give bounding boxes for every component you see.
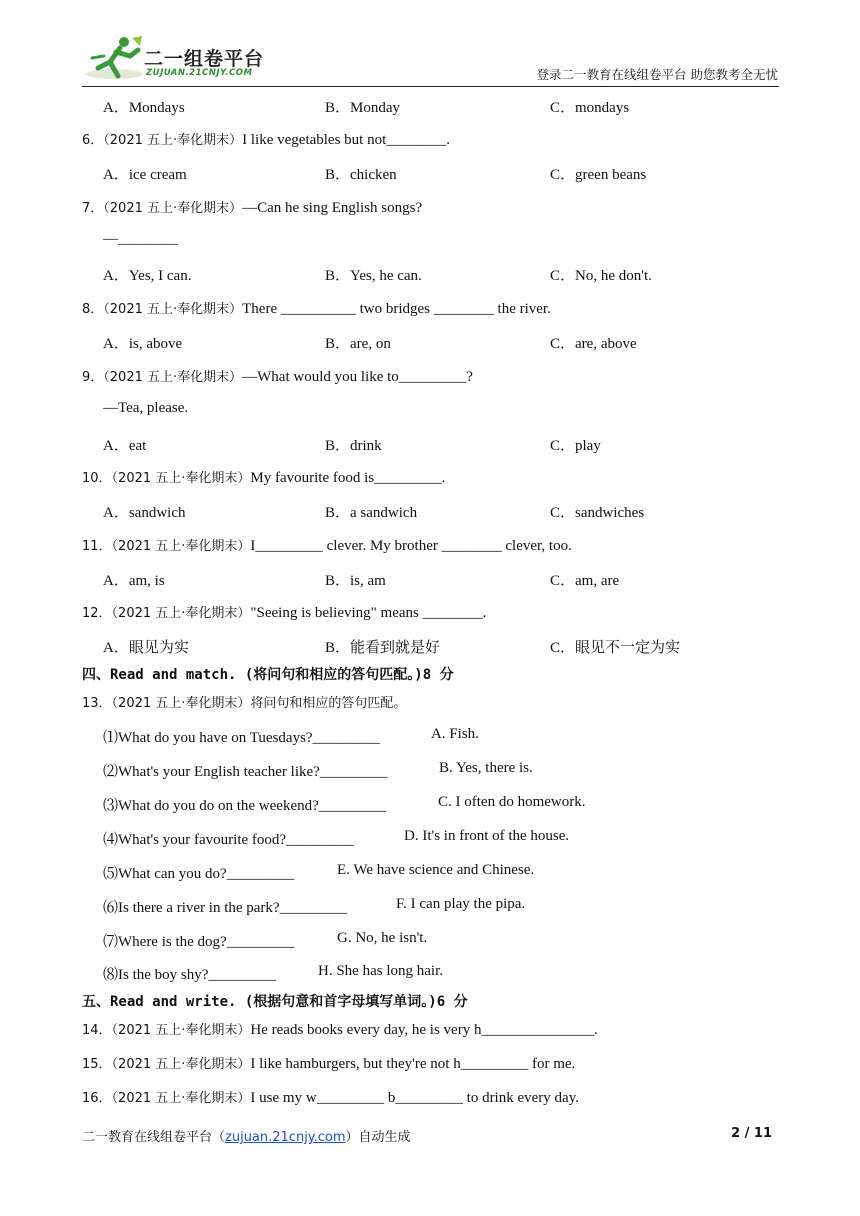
q6-option-c: C．green beans [550, 167, 647, 183]
logo-subtitle: ZUJUAN.21CNJY.COM [146, 68, 253, 78]
match-question-5: ⑸What can you do?_________ [103, 866, 295, 882]
q7-option-c: C．No, he don't. [550, 268, 652, 284]
q10-option-a: A．sandwich [103, 505, 186, 521]
question-8 [82, 298, 551, 318]
question-14 [82, 1019, 598, 1039]
question-text: "Seeing is believing" means ________. [250, 605, 487, 621]
section-4-heading: 四、Read and match. (将问句和相应的答句匹配。)8 分 [82, 667, 454, 683]
page-number: 2 / 11 [731, 1126, 772, 1141]
question-source: （2021 五上·奉化期末） [111, 606, 251, 621]
q11-option-b: B．is, am [325, 573, 386, 589]
question-number: 9． [82, 370, 104, 385]
question-source: （2021 五上·奉化期末） [111, 1091, 251, 1106]
question-7 [82, 197, 422, 217]
question-source: （2021 五上·奉化期末） [103, 370, 243, 385]
q11-option-c: C．am, are [550, 573, 620, 589]
question-number: 12． [82, 606, 112, 621]
question-number: 10． [82, 471, 112, 486]
question-number: 7． [82, 201, 104, 216]
match-answer-d: D. It's in front of the house. [404, 828, 570, 844]
match-question-8: ⑻Is the boy shy?_________ [103, 967, 276, 983]
question-text: 将问句和相应的答句匹配。 [250, 696, 407, 711]
question-text: —What would you like to_________? [242, 369, 473, 385]
question-10 [82, 467, 445, 487]
q6-option-a: A．ice cream [103, 167, 187, 183]
match-question-7: ⑺Where is the dog?_________ [103, 934, 295, 950]
q7-answer-line: —________ [103, 231, 178, 247]
match-answer-a: A. Fish. [431, 726, 479, 742]
q9-option-b: B．drink [325, 438, 382, 454]
question-text: There __________ two bridges ________ the river. [242, 301, 551, 317]
match-question-3: ⑶What do you do on the weekend?_________ [103, 798, 387, 814]
question-number: 13． [82, 696, 112, 711]
question-source: （2021 五上·奉化期末） [111, 539, 251, 554]
match-question-2: ⑵What's your English teacher like?_________ [103, 764, 388, 780]
question-text: He reads books every day, he is very h_______________. [250, 1022, 598, 1038]
question-source: （2021 五上·奉化期末） [103, 302, 243, 317]
match-answer-h: H. She has long hair. [318, 963, 443, 979]
q9-option-c: C．play [550, 438, 601, 454]
question-number: 16． [82, 1091, 112, 1106]
match-answer-f: F. I can play the pipa. [396, 896, 526, 912]
q12-option-a: A．眼见为实 [103, 640, 189, 656]
q10-option-b: B．a sandwich [325, 505, 418, 521]
q9-answer-line: —Tea, please. [103, 400, 189, 416]
question-source: （2021 五上·奉化期末） [111, 1023, 251, 1038]
question-text: I_________ clever. My brother ________ clever, too. [250, 538, 572, 554]
question-source: （2021 五上·奉化期末） [111, 1057, 251, 1072]
q7-option-a: A．Yes, I can. [103, 268, 192, 284]
header-slogan: 登录二一教育在线组卷平台 助您教考全无忧 [536, 67, 778, 82]
q8-option-c: C．are, above [550, 336, 637, 352]
question-number: 8． [82, 302, 104, 317]
footer-suffix: ）自动生成 [345, 1130, 411, 1145]
match-question-6: ⑹Is there a river in the park?_________ [103, 900, 348, 916]
question-13 [82, 692, 406, 712]
question-text: —Can he sing English songs? [242, 200, 423, 216]
page-footer [82, 1126, 411, 1145]
section-5-heading: 五、Read and write. (根据句意和首字母填写单词。)6 分 [82, 994, 468, 1010]
question-source: （2021 五上·奉化期末） [103, 201, 243, 216]
match-question-1: ⑴What do you have on Tuesdays?_________ [103, 730, 381, 746]
question-source: （2021 五上·奉化期末） [111, 471, 251, 486]
match-answer-g: G. No, he isn't. [337, 930, 428, 946]
question-text: My favourite food is_________. [250, 470, 446, 486]
match-answer-b: B. Yes, there is. [439, 760, 533, 776]
q6-option-b: B．chicken [325, 167, 397, 183]
question-12 [82, 602, 486, 622]
q5-option-c: C．mondays [550, 100, 630, 116]
question-number: 11． [82, 539, 112, 554]
question-text: I like hamburgers, but they're not h_________ for me. [250, 1056, 576, 1072]
question-source: （2021 五上·奉化期末） [103, 133, 243, 148]
q12-option-b: B．能看到就是好 [325, 640, 441, 656]
footer-link[interactable]: zujuan.21cnjy.com [225, 1130, 346, 1145]
q8-option-b: B．are, on [325, 336, 391, 352]
question-16 [82, 1087, 579, 1107]
question-15 [82, 1053, 575, 1073]
question-9 [82, 366, 473, 386]
match-answer-c: C. I often do homework. [438, 794, 586, 810]
question-6 [82, 129, 450, 149]
logo-title: 二一组卷平台 [144, 48, 265, 70]
question-number: 6． [82, 133, 104, 148]
header-divider [82, 86, 779, 87]
question-number: 14． [82, 1023, 112, 1038]
question-text: I use my w_________ b_________ to drink every day. [250, 1090, 579, 1106]
q9-option-a: A．eat [103, 438, 147, 454]
q10-option-c: C．sandwiches [550, 505, 645, 521]
question-number: 15． [82, 1057, 112, 1072]
q11-option-a: A．am, is [103, 573, 165, 589]
question-11 [82, 535, 572, 555]
q12-option-c: C．眼见不一定为实 [550, 640, 681, 656]
footer-prefix: 二一教育在线组卷平台（ [82, 1130, 226, 1145]
question-source: （2021 五上·奉化期末） [111, 696, 251, 711]
q5-option-b: B．Monday [325, 100, 401, 116]
match-question-4: ⑷What's your favourite food?_________ [103, 832, 354, 848]
q5-option-a: A．Mondays [103, 100, 185, 116]
question-text: I like vegetables but not________. [242, 132, 451, 148]
q7-option-b: B．Yes, he can. [325, 268, 422, 284]
match-answer-e: E. We have science and Chinese. [337, 862, 535, 878]
q8-option-a: A．is, above [103, 336, 183, 352]
